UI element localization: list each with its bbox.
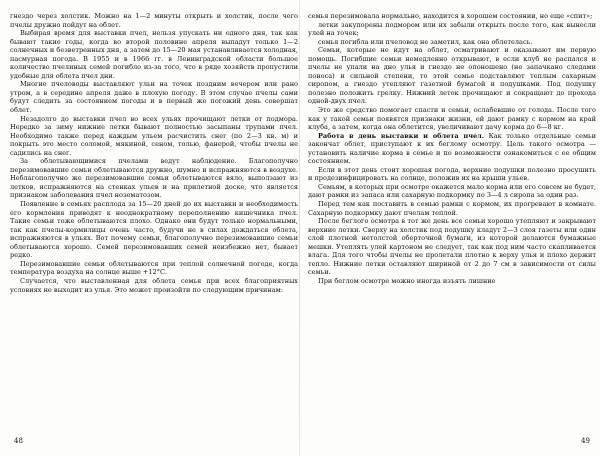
page-number: 48	[14, 437, 23, 445]
paragraph: Появление в семьях расплода за 15—20 дней до их выставки и необходимость его кормления приводят к неоднократному переполнению кишечника пчел. Такие семьи тоже облетываются плохо. Однако они будут только нормальными, так как пчелы-кормилицы очень часто, будучи не в силах дождаться облета, испражняются в ульях. Вот почему семьи, благополучно перезимовавшие семьи облетываются хорошо. Семей перезимовавших семей неизбежно нет, бывает редко.	[10, 200, 298, 260]
left-page	[10, 0, 300, 456]
paragraph: После беглого осмотра в тот же день все семьи хорошо утепляют и закрывают верхние летки. Сверху на холстик под подушку кладут 2—3 слоя газеты или один слой плотной нетолстой оберточной бумаги, из которой делаются бумажные мешки. Утеплять улей картоном не следует, так как под ним часто скапливается влага. Для того чтобы пчелы не пролетали плотно к верху улья и плохо держит тепло. Нижние летки оставляют шириной от 2 до 7 см в зависимости от силы семьи.	[308, 217, 596, 277]
right-page-text	[308, 12, 596, 286]
paragraph: гнездо через холстик. Можно на 1—2 минуты открыть и холстик, после чего пчелы дружно пойдут на облет.	[10, 12, 298, 29]
paragraph: Перезимовавшие семьи облетываются при теплой солнечной погоде, когда температура воздуха на солнце выше +12°С.	[10, 259, 298, 277]
paragraph: Выбирая время для выставки пчел, нельзя упускать ни одного дня, так как бывают такие годы, когда во второй половине апреля выпадут только 1—2 солнечных и безветренных дня, а затем до 15—20 мая устанавливается холодная, пасмурная погода. В 1955 и в 1966 гг. в Ленинградской области большое количество пчелиных семей погибло из-за того, что в ряде хозяйств пропустили удобные для облета пчел дни.	[10, 29, 298, 80]
paragraph: Семьи, которые не идут на облет, осматривают и оказывают им первую помощь. Погибшие семьи немедленно открывают, в если клуб не распался и пчелы не упали на дно улья и гнездо не опоношено (не запачкано следами поноса) и сильной степени, то этой семье подставляют теплым сахарным сиропом, а гнездо утепляют газетной бумагой и подушками. Под подушку полезно положить грелку. Нижний леток прочищают и сокращают до прохода одной-двух пчел.	[308, 46, 596, 106]
page-number: 49	[581, 437, 590, 445]
paragraph: Многие пчеловоды выставляют ульи на точек поздним вечером или рано утром, а в середине апреля даже в плохую погоду. В этом случае пчелы сами будут следить за состоянием погоды и в первый же погожий день совершат облет.	[10, 80, 298, 115]
paragraph: Случается, что выставленная для облета семья при всех благоприятных условиях не выходит из улья. Это может произойти по следующим причинам:	[10, 276, 298, 294]
left-page-text	[10, 12, 298, 294]
paragraph: семья перезимовала нормально, находится в хорошем состоянии, но еще «спит»;	[308, 12, 593, 20]
paragraph-with-heading	[308, 132, 596, 166]
paragraph: семья погибла или пчеловод не заметил, как она облетелась.	[318, 37, 533, 46]
paragraph: За облетывающимися пчелами ведут наблюдение. Благополучно перезимовавшие семьи облетываются дружно, шумно и испражняются в воздухе. Неблагополучно же перезимовавшие семьи облетываются вяло, выползают из летков, испражняются на стенках ульев и на прилетной доске, что является признаком заболевания пчел нозематозом.	[10, 157, 298, 200]
paragraph: летки закупорены подмором или их забыли открыть после того, как вынесли улей на точек;	[308, 20, 596, 38]
paragraph: При беглом осмотре можно иногда изъять лишние	[318, 276, 496, 285]
paragraph: Если в этот день стоит хорошая погода, верхние подушки полезно просушить и продезинфицировать на солнце, положив их на крыши ульев.	[308, 165, 596, 183]
paragraph: Перед тем как поставить в семью рамки с кормом, их прогревают в комнате. Сахарную подкормку дают пчелам теплой.	[308, 200, 596, 217]
right-page	[308, 0, 598, 456]
paragraph: Незадолго до выставки пчел во всех ульях прочищают летки от подмора. Нередко за зиму нижние летки бывают полностью засыпаны трупами пчел. Необходимо также перед каждым ульем расчистить снег (по 2—3 кв. м) и покрыть это место соломой, мякиной, сеном, толью, фанерой, чтобы пчелы не садились на снег.	[10, 114, 298, 157]
paragraph: Семьям, в которых при осмотре окажется мало корма или его совсем не будет, дают рамки из запаса или сахарную подкормку по 3—4 л сиропа за один раз.	[308, 182, 596, 200]
section-heading: Работа в день выставки и облета пчел.	[318, 131, 485, 140]
paragraph: Это же средство помогает спасти и семьи, ослабевшие от голода. После того как у такой семьи появятся признаки жизни, ей дают рамку с кормом на край клуба, а затем, когда она облетится, увеличивают дачу корма до 6—8 кг.	[308, 106, 596, 132]
paragraph-body: Как только отдельные семьи закончат облет, приступают к их беглому осмотру. Цель такого осмотра — установить наличие корма в семье и по возможности ознакомиться с ее общим состоянием.	[308, 131, 596, 166]
